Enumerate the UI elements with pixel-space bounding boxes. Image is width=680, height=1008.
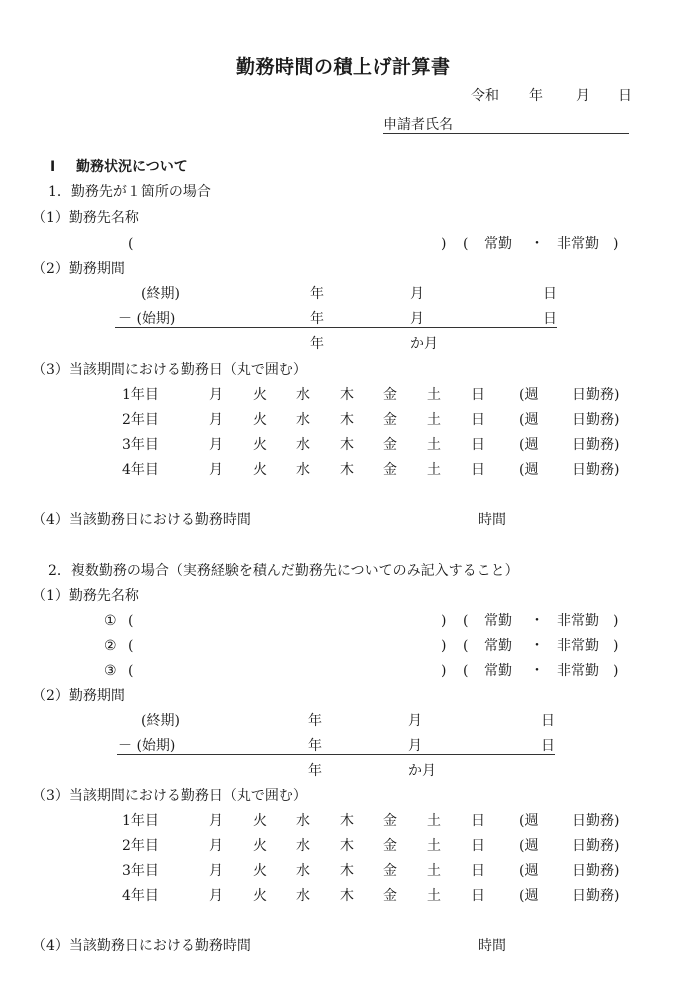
day-option[interactable]: 土 bbox=[427, 888, 441, 904]
date-year: 年 bbox=[529, 88, 543, 104]
type-open-paren: ( bbox=[463, 663, 469, 679]
day-option[interactable]: 金 bbox=[383, 813, 397, 829]
day-option[interactable]: 水 bbox=[296, 437, 310, 453]
week-suffix: 日勤務) bbox=[572, 838, 620, 854]
day-option[interactable]: 日 bbox=[471, 838, 485, 854]
part2-hours-unit[interactable]: 時間 bbox=[478, 938, 506, 954]
separator-dot: ・ bbox=[530, 638, 544, 654]
start-day[interactable]: 日 bbox=[543, 311, 557, 327]
result-year[interactable]: 年 bbox=[310, 336, 324, 352]
day-option[interactable]: 月 bbox=[209, 863, 223, 879]
start-day[interactable]: 日 bbox=[541, 738, 555, 754]
part1-q2-label: （2）勤務期間 bbox=[32, 261, 125, 277]
start-month[interactable]: 月 bbox=[408, 738, 422, 754]
day-option[interactable]: 木 bbox=[340, 462, 354, 478]
type-close-paren: ) bbox=[613, 613, 619, 629]
end-month[interactable]: 月 bbox=[408, 713, 422, 729]
week-prefix: (週 bbox=[519, 888, 539, 904]
day-option[interactable]: 水 bbox=[296, 412, 310, 428]
day-option[interactable]: 金 bbox=[383, 387, 397, 403]
day-option[interactable]: 日 bbox=[471, 437, 485, 453]
day-option[interactable]: 水 bbox=[296, 462, 310, 478]
day-option[interactable]: 火 bbox=[253, 838, 267, 854]
day-option[interactable]: 木 bbox=[340, 437, 354, 453]
year-label: 3年目 bbox=[122, 437, 159, 453]
week-suffix: 日勤務) bbox=[572, 462, 620, 478]
day-option[interactable]: 火 bbox=[253, 387, 267, 403]
day-option[interactable]: 木 bbox=[340, 888, 354, 904]
subtraction-line bbox=[117, 754, 555, 755]
year-label: 4年目 bbox=[122, 888, 159, 904]
option-fulltime[interactable]: 常勤 bbox=[484, 613, 512, 629]
open-paren: ( bbox=[128, 236, 134, 252]
day-option[interactable]: 日 bbox=[471, 863, 485, 879]
day-option[interactable]: 月 bbox=[209, 437, 223, 453]
result-month[interactable]: か月 bbox=[410, 336, 438, 352]
part1-q3-label: （3）当該期間における勤務日（丸で囲む） bbox=[32, 362, 307, 378]
section-numeral: I bbox=[50, 159, 56, 175]
end-year[interactable]: 年 bbox=[308, 713, 322, 729]
start-label: － (始期) bbox=[118, 311, 176, 327]
result-year[interactable]: 年 bbox=[308, 763, 322, 779]
day-option[interactable]: 土 bbox=[427, 838, 441, 854]
week-prefix: (週 bbox=[519, 462, 539, 478]
day-option[interactable]: 土 bbox=[427, 412, 441, 428]
option-fulltime[interactable]: 常勤 bbox=[484, 236, 512, 252]
document-title: 勤務時間の積上げ計算書 bbox=[236, 56, 451, 78]
day-option[interactable]: 水 bbox=[296, 387, 310, 403]
open-paren: ( bbox=[128, 613, 134, 629]
day-option[interactable]: 金 bbox=[383, 838, 397, 854]
end-day[interactable]: 日 bbox=[543, 286, 557, 302]
day-option[interactable]: 火 bbox=[253, 813, 267, 829]
part1-hours-unit[interactable]: 時間 bbox=[478, 512, 506, 528]
date-era: 令和 bbox=[471, 88, 499, 104]
part2-q4-label: （4）当該勤務日における勤務時間 bbox=[32, 938, 251, 954]
day-option[interactable]: 土 bbox=[427, 437, 441, 453]
day-option[interactable]: 日 bbox=[471, 462, 485, 478]
day-option[interactable]: 火 bbox=[253, 437, 267, 453]
end-label: (終期) bbox=[141, 713, 180, 729]
type-close-paren: ) bbox=[613, 236, 619, 252]
subtraction-line bbox=[115, 327, 557, 328]
applicant-underline bbox=[383, 133, 629, 134]
part2-heading: 2．複数勤務の場合（実務経験を積んだ勤務先についてのみ記入すること） bbox=[48, 563, 519, 579]
entry-marker: ② bbox=[104, 638, 117, 654]
day-option[interactable]: 金 bbox=[383, 437, 397, 453]
close-paren: ) bbox=[441, 663, 447, 679]
part1-heading: 1．勤務先が１箇所の場合 bbox=[48, 184, 211, 200]
end-year[interactable]: 年 bbox=[310, 286, 324, 302]
separator-dot: ・ bbox=[530, 613, 544, 629]
applicant-label: 申請者氏名 bbox=[383, 117, 453, 133]
day-option[interactable]: 金 bbox=[383, 888, 397, 904]
week-prefix: (週 bbox=[519, 813, 539, 829]
day-option[interactable]: 水 bbox=[296, 888, 310, 904]
day-option[interactable]: 木 bbox=[340, 813, 354, 829]
type-close-paren: ) bbox=[613, 663, 619, 679]
type-open-paren: ( bbox=[463, 638, 469, 654]
day-option[interactable]: 日 bbox=[471, 813, 485, 829]
close-paren: ) bbox=[441, 236, 447, 252]
week-suffix: 日勤務) bbox=[572, 863, 620, 879]
open-paren: ( bbox=[128, 663, 134, 679]
type-close-paren: ) bbox=[613, 638, 619, 654]
day-option[interactable]: 月 bbox=[209, 387, 223, 403]
close-paren: ) bbox=[441, 613, 447, 629]
part2-q1-label: （1）勤務先名称 bbox=[32, 588, 139, 604]
end-day[interactable]: 日 bbox=[541, 713, 555, 729]
day-option[interactable]: 土 bbox=[427, 462, 441, 478]
day-option[interactable]: 日 bbox=[471, 888, 485, 904]
year-label: 1年目 bbox=[122, 813, 159, 829]
option-parttime[interactable]: 非常勤 bbox=[557, 663, 599, 679]
start-year[interactable]: 年 bbox=[308, 738, 322, 754]
date-month: 月 bbox=[576, 88, 590, 104]
close-paren: ) bbox=[441, 638, 447, 654]
day-option[interactable]: 月 bbox=[209, 462, 223, 478]
week-suffix: 日勤務) bbox=[572, 412, 620, 428]
year-label: 2年目 bbox=[122, 412, 159, 428]
day-option[interactable]: 金 bbox=[383, 412, 397, 428]
week-prefix: (週 bbox=[519, 437, 539, 453]
day-option[interactable]: 日 bbox=[471, 387, 485, 403]
start-month[interactable]: 月 bbox=[410, 311, 424, 327]
option-parttime[interactable]: 非常勤 bbox=[557, 638, 599, 654]
entry-marker: ③ bbox=[104, 663, 117, 679]
week-prefix: (週 bbox=[519, 412, 539, 428]
day-option[interactable]: 月 bbox=[209, 412, 223, 428]
separator-dot: ・ bbox=[530, 236, 544, 252]
day-option[interactable]: 月 bbox=[209, 813, 223, 829]
result-month[interactable]: か月 bbox=[408, 763, 436, 779]
day-option[interactable]: 日 bbox=[471, 412, 485, 428]
year-label: 2年目 bbox=[122, 838, 159, 854]
week-prefix: (週 bbox=[519, 387, 539, 403]
date-day: 日 bbox=[618, 88, 632, 104]
section-heading: 勤務状況について bbox=[76, 159, 188, 175]
day-option[interactable]: 木 bbox=[340, 412, 354, 428]
week-suffix: 日勤務) bbox=[572, 437, 620, 453]
day-option[interactable]: 水 bbox=[296, 863, 310, 879]
day-option[interactable]: 月 bbox=[209, 838, 223, 854]
day-option[interactable]: 月 bbox=[209, 888, 223, 904]
start-label: － (始期) bbox=[118, 738, 176, 754]
week-suffix: 日勤務) bbox=[572, 813, 620, 829]
start-year[interactable]: 年 bbox=[310, 311, 324, 327]
year-label: 3年目 bbox=[122, 863, 159, 879]
day-option[interactable]: 金 bbox=[383, 462, 397, 478]
day-option[interactable]: 火 bbox=[253, 462, 267, 478]
day-option[interactable]: 水 bbox=[296, 813, 310, 829]
day-option[interactable]: 火 bbox=[253, 863, 267, 879]
open-paren: ( bbox=[128, 638, 134, 654]
type-open-paren: ( bbox=[463, 613, 469, 629]
day-option[interactable]: 火 bbox=[253, 412, 267, 428]
option-parttime[interactable]: 非常勤 bbox=[557, 236, 599, 252]
day-option[interactable]: 土 bbox=[427, 387, 441, 403]
day-option[interactable]: 木 bbox=[340, 387, 354, 403]
separator-dot: ・ bbox=[530, 663, 544, 679]
day-option[interactable]: 金 bbox=[383, 863, 397, 879]
year-label: 4年目 bbox=[122, 462, 159, 478]
day-option[interactable]: 木 bbox=[340, 863, 354, 879]
day-option[interactable]: 火 bbox=[253, 888, 267, 904]
week-prefix: (週 bbox=[519, 863, 539, 879]
end-label: (終期) bbox=[141, 286, 180, 302]
end-month[interactable]: 月 bbox=[410, 286, 424, 302]
day-option[interactable]: 水 bbox=[296, 838, 310, 854]
part2-q2-label: （2）勤務期間 bbox=[32, 688, 125, 704]
entry-marker: ① bbox=[104, 613, 117, 629]
week-suffix: 日勤務) bbox=[572, 387, 620, 403]
year-label: 1年目 bbox=[122, 387, 159, 403]
type-open-paren: ( bbox=[463, 236, 469, 252]
part2-q3-label: （3）当該期間における勤務日（丸で囲む） bbox=[32, 788, 307, 804]
option-fulltime[interactable]: 常勤 bbox=[484, 638, 512, 654]
week-prefix: (週 bbox=[519, 838, 539, 854]
day-option[interactable]: 土 bbox=[427, 863, 441, 879]
part1-q1-label: （1）勤務先名称 bbox=[32, 210, 139, 226]
day-option[interactable]: 木 bbox=[340, 838, 354, 854]
day-option[interactable]: 土 bbox=[427, 813, 441, 829]
option-parttime[interactable]: 非常勤 bbox=[557, 613, 599, 629]
option-fulltime[interactable]: 常勤 bbox=[484, 663, 512, 679]
part1-q4-label: （4）当該勤務日における勤務時間 bbox=[32, 512, 251, 528]
week-suffix: 日勤務) bbox=[572, 888, 620, 904]
